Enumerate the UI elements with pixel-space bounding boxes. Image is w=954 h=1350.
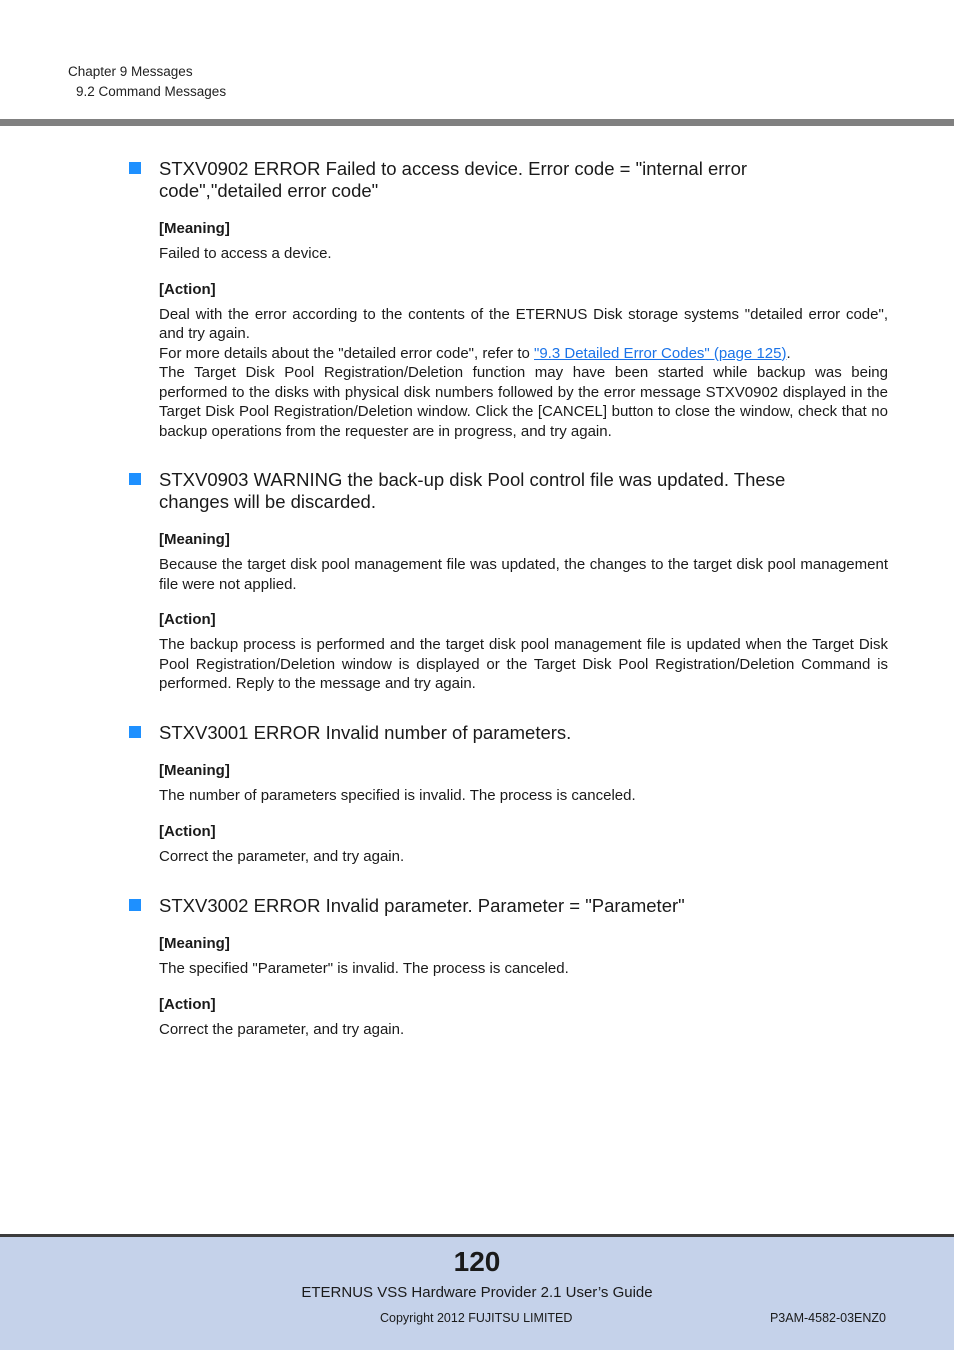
action-label: [Action] — [159, 822, 216, 840]
square-bullet-icon — [129, 473, 141, 485]
square-bullet-icon — [129, 726, 141, 738]
page-footer — [0, 1234, 954, 1350]
message-title: STXV0902 ERROR Failed to access device. Error code = "internal error code","detailed error code" — [159, 158, 748, 201]
header-divider — [0, 119, 954, 126]
action-text: Deal with the error according to the contents of the ETERNUS Disk storage systems "detailed error code", and try again. — [159, 305, 888, 342]
action-text-extra: The Target Disk Pool Registration/Deletion function may have been started while backup was being performed to the disks with physical disk numbers followed by the error message STXV0902 displayed in the Target Disk Pool Registration/Deletion window. Click the [CANCEL] button to close the window, check that no backup operations from the requester are in progress, and try again. — [159, 364, 888, 440]
message-entry — [128, 895, 888, 1039]
meaning-label: [Meaning] — [159, 935, 230, 952]
page-number: 120 — [453, 1246, 501, 1277]
action-text: The backup process is performed and the target disk pool management file is updated when the Target Disk Pool Registration/Deletion window is displayed or the Target Disk Pool Registration/Deletion Command is performed. Reply to the message and try again. — [159, 636, 888, 692]
meaning-label: [Meaning] — [159, 531, 230, 548]
action-reference: For more details about the "detailed error code", refer to "9.3 Detailed Error Codes" (page 125). — [159, 344, 791, 362]
message-entry — [128, 722, 888, 866]
action-label: [Action] — [159, 995, 216, 1013]
message-title: STXV3001 ERROR Invalid number of parameters. — [159, 722, 572, 743]
copyright: Copyright 2012 FUJITSU LIMITED — [380, 1311, 573, 1325]
message-title: STXV0903 WARNING the back-up disk Pool control file was updated. These changes will be discarded. — [159, 469, 786, 512]
meaning-label: [Meaning] — [159, 220, 230, 237]
message-entry — [128, 158, 888, 441]
message-entry — [128, 469, 888, 694]
meaning-text: The number of parameters specified is invalid. The process is canceled. — [159, 787, 636, 804]
message-title: STXV3002 ERROR Invalid parameter. Parameter = "Parameter" — [159, 895, 685, 916]
square-bullet-icon — [129, 899, 141, 911]
meaning-text: The specified "Parameter" is invalid. The process is canceled. — [159, 960, 569, 977]
breadcrumb-chapter: Chapter 9 Messages — [68, 64, 193, 79]
detailed-error-codes-link[interactable]: "9.3 Detailed Error Codes" (page 125) — [534, 344, 787, 362]
action-label: [Action] — [159, 611, 216, 628]
action-text: Correct the parameter, and try again. — [159, 847, 405, 865]
square-bullet-icon — [129, 162, 141, 174]
breadcrumb-section: 9.2 Command Messages — [76, 84, 227, 99]
action-label: [Action] — [159, 280, 216, 298]
document-title: ETERNUS VSS Hardware Provider 2.1 User’s Guide — [301, 1284, 653, 1301]
meaning-text: Because the target disk pool management file was updated, the changes to the target disk pool management file were not applied. — [159, 556, 888, 593]
action-text: Correct the parameter, and try again. — [159, 1020, 405, 1038]
meaning-label: [Meaning] — [159, 762, 230, 779]
meaning-text: Failed to access a device. — [159, 245, 332, 262]
document-id: P3AM-4582-03ENZ0 — [769, 1311, 886, 1325]
